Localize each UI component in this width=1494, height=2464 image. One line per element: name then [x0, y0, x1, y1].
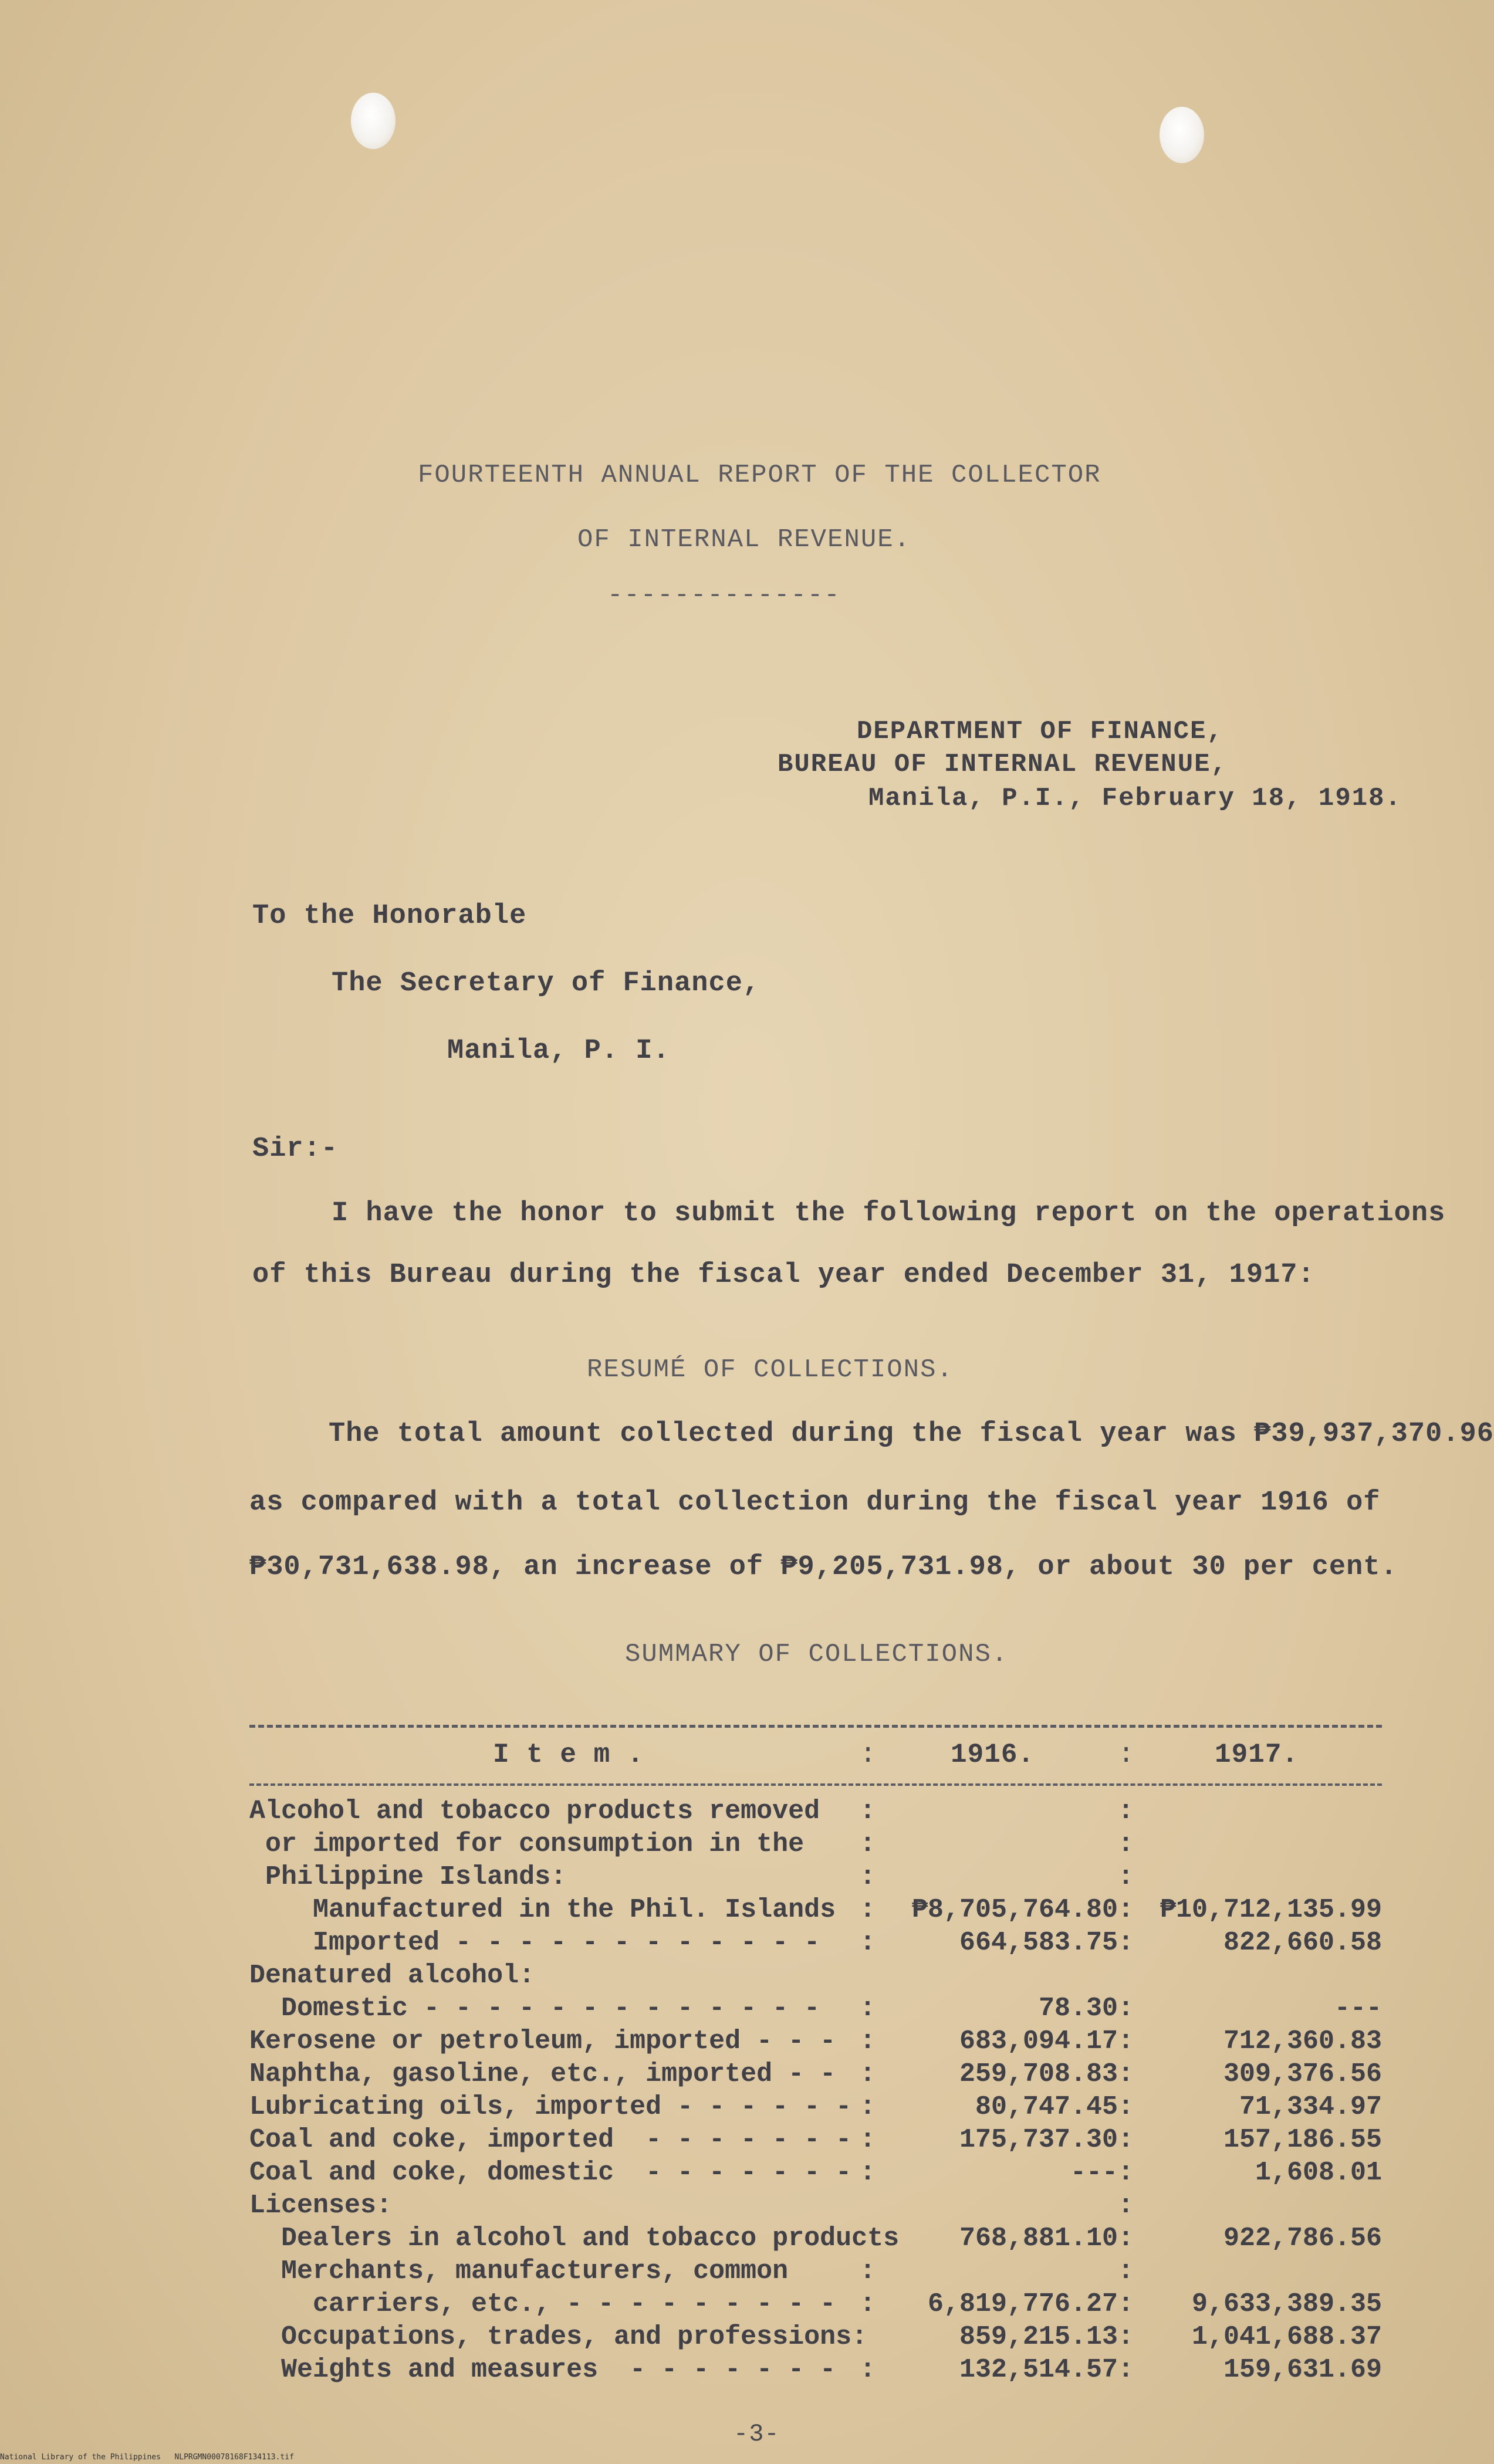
colon-1917: : — [1118, 2191, 1134, 2221]
colon-1917: : — [1118, 1993, 1134, 2023]
row-item: carriers, etc., - - - - - - - - - — [249, 2289, 836, 2319]
table-row — [249, 1961, 1382, 1993]
table-row — [249, 2092, 1382, 2125]
value-1917: ₱10,712,135.99 — [1160, 1895, 1382, 1925]
colon-1916: : — [860, 1895, 876, 1925]
value-1916: 6,819,776.27 — [927, 2289, 1118, 2319]
punch-hole-right — [1160, 107, 1204, 163]
colon-1917: : — [1118, 2322, 1134, 2352]
page-number: -3- — [734, 2420, 780, 2448]
row-item: Kerosene or petroleum, imported - - - — [249, 2026, 836, 2056]
value-1917: 922,786.56 — [1223, 2223, 1382, 2253]
colon-1916: : — [860, 1862, 876, 1892]
salutation-honorable: To the Honorable — [252, 901, 527, 932]
table-row — [249, 2158, 1382, 2191]
colon-1917: : — [1118, 2125, 1134, 2155]
row-item: Coal and coke, domestic - - - - - - - — [249, 2158, 852, 2188]
table-row — [249, 2322, 1382, 2355]
salutation-sir: Sir:- — [252, 1133, 339, 1165]
row-item: Imported - - - - - - - - - - - - — [249, 1928, 820, 1958]
title-separator: -------------- — [607, 581, 841, 610]
colon-1916: : — [860, 2092, 876, 2122]
colon-1917: : — [1118, 1829, 1134, 1859]
value-1916: 78.30 — [1038, 1993, 1118, 2023]
row-item: Naphtha, gasoline, etc., imported - - — [249, 2059, 836, 2089]
value-1916: 768,881.10 — [959, 2223, 1118, 2253]
table-row — [249, 2191, 1382, 2223]
table-row — [249, 1796, 1382, 1829]
value-1917: 712,360.83 — [1223, 2026, 1382, 2056]
colon-1917: : — [1118, 1796, 1134, 1826]
report-title-line2: OF INTERNAL REVENUE. — [577, 525, 911, 554]
colon-1917: : — [1118, 1862, 1134, 1892]
colon-1916: : — [860, 2026, 876, 2056]
address-bureau: BUREAU OF INTERNAL REVENUE, — [778, 750, 1228, 779]
row-item: or imported for consumption in the — [249, 1829, 805, 1859]
archive-footer: National Library of the Philippines NLPRGMN00078168F134113.tif — [0, 2453, 294, 2462]
row-item: Licenses: — [249, 2191, 393, 2221]
table-row — [249, 1895, 1382, 1928]
address-date: Manila, P.I., February 18, 1918. — [868, 784, 1402, 813]
intro-line2: of this Bureau during the fiscal year ended December 31, 1917: — [252, 1260, 1315, 1291]
value-1917: --- — [1334, 1993, 1382, 2023]
table-row — [249, 1829, 1382, 1862]
row-item: Alcohol and tobacco products removed — [249, 1796, 820, 1826]
row-item: Occupations, trades, and professions: — [249, 2322, 868, 2352]
colon-1916: : — [860, 1796, 876, 1826]
column-header-1916: 1916. — [951, 1739, 1035, 1770]
row-item: Merchants, manufacturers, common — [249, 2256, 789, 2286]
row-item: Philippine Islands: — [249, 1862, 567, 1892]
table-row — [249, 2289, 1382, 2322]
table-row — [249, 2256, 1382, 2289]
header-colon-1: : — [860, 1739, 877, 1771]
colon-1917: : — [1118, 2355, 1134, 2385]
colon-1916: : — [860, 2059, 876, 2089]
summary-heading: SUMMARY OF COLLECTIONS. — [625, 1640, 1009, 1669]
colon-1917: : — [1118, 2289, 1134, 2319]
value-1916: --- — [1070, 2158, 1118, 2188]
colon-1917: : — [1118, 2092, 1134, 2122]
table-row — [249, 1928, 1382, 1961]
column-header-1917: 1917. — [1215, 1739, 1299, 1770]
colon-1916: : — [860, 2158, 876, 2188]
table-row — [249, 1862, 1382, 1895]
table-row — [249, 2355, 1382, 2388]
colon-1917: : — [1118, 2223, 1134, 2253]
header-bottom-rule — [249, 1783, 1382, 1786]
address-department: DEPARTMENT OF FINANCE, — [857, 717, 1223, 746]
resume-line2: as compared with a total collection during the fiscal year 1916 of — [249, 1487, 1381, 1518]
salutation-secretary: The Secretary of Finance, — [332, 968, 760, 999]
value-1916: 80,747.45 — [975, 2092, 1118, 2122]
row-item: Denatured alcohol: — [249, 1961, 535, 1991]
colon-1916: : — [860, 1829, 876, 1859]
colon-1916: : — [860, 2355, 876, 2385]
colon-1916: : — [860, 2125, 876, 2155]
resume-line3: ₱30,731,638.98, an increase of ₱9,205,731.98, or about 30 per cent. — [249, 1552, 1398, 1583]
value-1916: 664,583.75 — [959, 1928, 1118, 1958]
colon-1916: : — [860, 2289, 876, 2319]
colon-1916: : — [860, 1928, 876, 1958]
row-item: Lubricating oils, imported - - - - - - — [249, 2092, 852, 2122]
value-1917: 822,660.58 — [1223, 1928, 1382, 1958]
row-item: Dealers in alcohol and tobacco products — [249, 2223, 900, 2253]
column-header-item: I t e m . — [493, 1739, 644, 1770]
colon-1917: : — [1118, 2059, 1134, 2089]
colon-1917: : — [1118, 1928, 1134, 1958]
colon-1917: : — [1118, 2256, 1134, 2286]
value-1916: 683,094.17 — [959, 2026, 1118, 2056]
resume-line1: The total amount collected during the fiscal year was ₱39,937,370.96 — [329, 1419, 1494, 1450]
value-1917: 71,334.97 — [1239, 2092, 1382, 2122]
header-colon-2: : — [1118, 1739, 1135, 1771]
value-1916: 132,514.57 — [959, 2355, 1118, 2385]
punch-hole-left — [351, 93, 396, 149]
table-row — [249, 2026, 1382, 2059]
value-1917: 157,186.55 — [1223, 2125, 1382, 2155]
colon-1917: : — [1118, 2026, 1134, 2056]
value-1917: 9,633,389.35 — [1191, 2289, 1382, 2319]
value-1917: 159,631.69 — [1223, 2355, 1382, 2385]
report-title-line1: FOURTEENTH ANNUAL REPORT OF THE COLLECTOR — [418, 461, 1101, 490]
row-item: Coal and coke, imported - - - - - - - — [249, 2125, 852, 2155]
value-1917: 1,041,688.37 — [1191, 2322, 1382, 2352]
colon-1917: : — [1118, 1895, 1134, 1925]
colon-1917: : — [1118, 2158, 1134, 2188]
table-row — [249, 2125, 1382, 2158]
colon-1916: : — [860, 1993, 876, 2023]
value-1916: 859,215.13 — [959, 2322, 1118, 2352]
resume-heading: RESUMÉ OF COLLECTIONS. — [587, 1355, 954, 1385]
value-1916: 259,708.83 — [959, 2059, 1118, 2089]
table-top-rule — [249, 1725, 1382, 1728]
value-1916: ₱8,705,764.80 — [911, 1895, 1118, 1925]
colon-1916: : — [860, 2256, 876, 2286]
table-row — [249, 2059, 1382, 2092]
value-1916: 175,737.30 — [959, 2125, 1118, 2155]
intro-line1: I have the honor to submit the following report on the operations — [332, 1198, 1446, 1229]
value-1917: 1,608.01 — [1255, 2158, 1382, 2188]
row-item: Weights and measures - - - - - - - — [249, 2355, 836, 2385]
table-row — [249, 2223, 1382, 2256]
table-row — [249, 1993, 1382, 2026]
salutation-manila: Manila, P. I. — [447, 1035, 670, 1067]
row-item: Manufactured in the Phil. Islands — [249, 1895, 836, 1925]
row-item: Domestic - - - - - - - - - - - - - — [249, 1993, 820, 2023]
value-1917: 309,376.56 — [1223, 2059, 1382, 2089]
